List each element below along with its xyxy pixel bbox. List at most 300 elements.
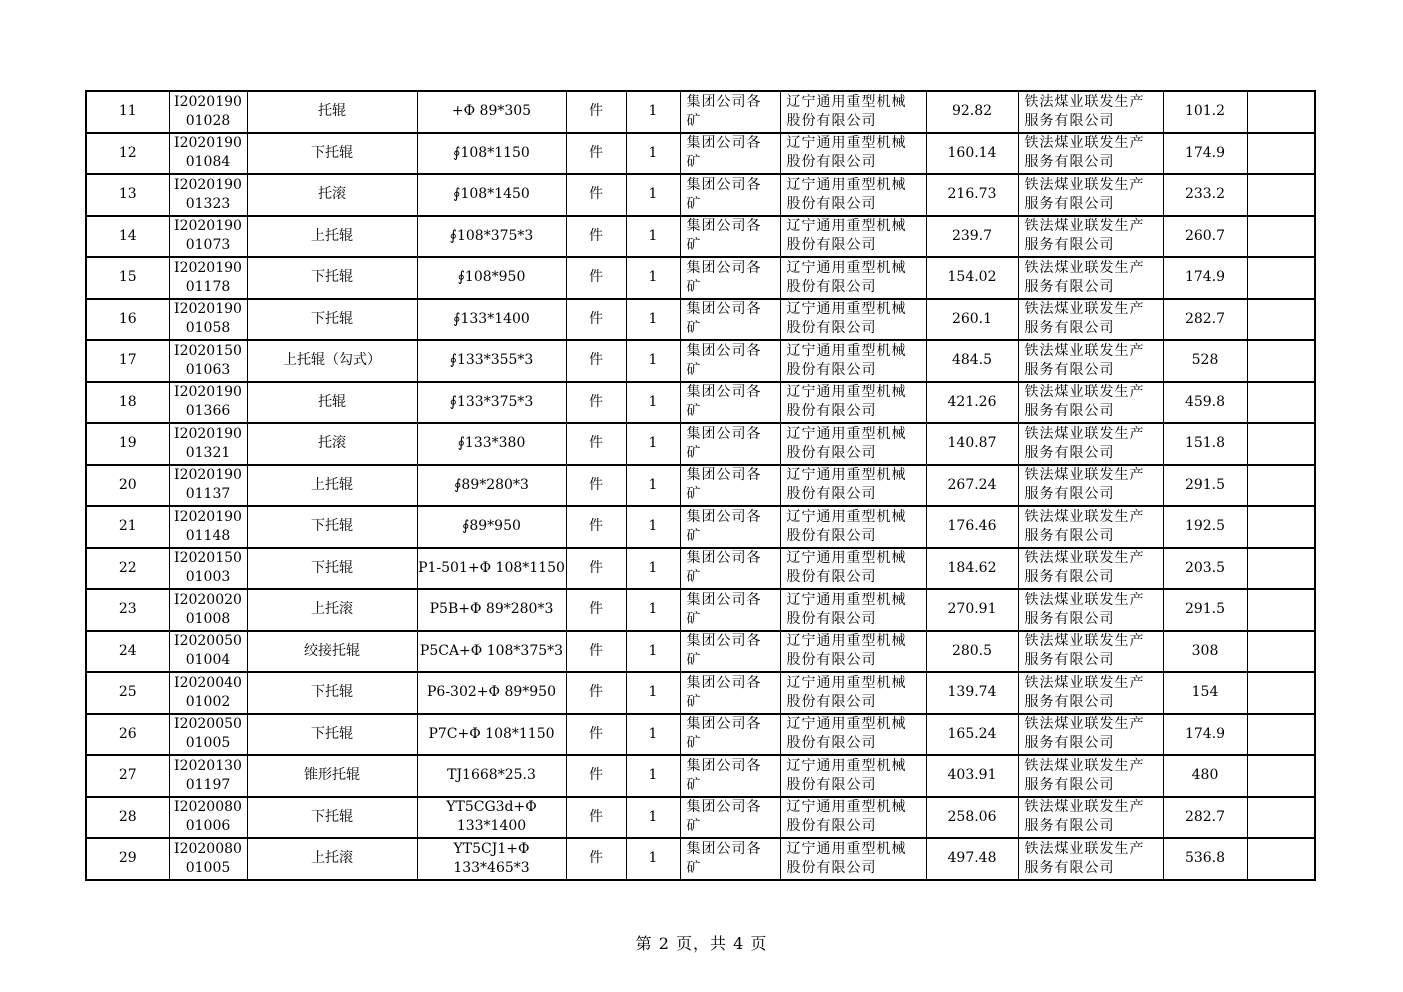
scope-line: 矿 bbox=[686, 652, 702, 669]
price-cell: 497.48 bbox=[926, 838, 1018, 880]
row-number-cell: 23 bbox=[86, 589, 169, 631]
scope-cell bbox=[680, 133, 780, 175]
material-code-line: I2020190 bbox=[174, 508, 242, 525]
material-code-cell bbox=[169, 631, 247, 673]
scope-line: 集团公司各 bbox=[686, 425, 762, 442]
supplier-line: 辽宁通用重型机械 bbox=[786, 93, 907, 110]
price-2-cell: 528 bbox=[1163, 340, 1247, 382]
producer-line: 铁法煤业联发生产 bbox=[1024, 591, 1145, 608]
material-code-line: I2020190 bbox=[174, 93, 242, 110]
table-row bbox=[86, 382, 1315, 424]
row-number-cell: 13 bbox=[86, 174, 169, 216]
supplier-line: 股份有限公司 bbox=[786, 818, 877, 835]
quantity-cell: 1 bbox=[626, 714, 680, 756]
material-name-cell: 上托辊（勾式） bbox=[247, 340, 417, 382]
scope-cell bbox=[680, 755, 780, 797]
note-cell bbox=[1247, 423, 1315, 465]
producer-line: 服务有限公司 bbox=[1024, 278, 1115, 295]
scope-cell bbox=[680, 838, 780, 880]
row-number-cell: 21 bbox=[86, 506, 169, 548]
supplier-line: 辽宁通用重型机械 bbox=[786, 840, 907, 857]
specification-cell bbox=[417, 216, 566, 258]
note-cell bbox=[1247, 465, 1315, 507]
specification-line: ∮89*280*3 bbox=[454, 476, 529, 493]
scope-line: 矿 bbox=[686, 569, 702, 586]
quantity-cell: 1 bbox=[626, 340, 680, 382]
supplier-cell bbox=[780, 174, 926, 216]
scope-cell bbox=[680, 797, 780, 839]
supplier-cell bbox=[780, 548, 926, 590]
note-cell bbox=[1247, 91, 1315, 133]
producer-cell bbox=[1018, 755, 1163, 797]
scope-cell bbox=[680, 714, 780, 756]
supplier-line: 辽宁通用重型机械 bbox=[786, 135, 907, 152]
producer-line: 铁法煤业联发生产 bbox=[1024, 550, 1145, 567]
unit-cell: 件 bbox=[566, 174, 626, 216]
quantity-cell: 1 bbox=[626, 423, 680, 465]
note-cell bbox=[1247, 506, 1315, 548]
price-2-cell: 291.5 bbox=[1163, 465, 1247, 507]
price-cell: 139.74 bbox=[926, 672, 1018, 714]
producer-cell bbox=[1018, 133, 1163, 175]
note-cell bbox=[1247, 838, 1315, 880]
material-code-line: I2020130 bbox=[174, 757, 242, 774]
specification-cell bbox=[417, 672, 566, 714]
price-cell: 280.5 bbox=[926, 631, 1018, 673]
producer-line: 铁法煤业联发生产 bbox=[1024, 716, 1145, 733]
table-row bbox=[86, 714, 1315, 756]
producer-line: 服务有限公司 bbox=[1024, 610, 1115, 627]
material-code-cell bbox=[169, 755, 247, 797]
scope-cell bbox=[680, 548, 780, 590]
price-2-cell: 174.9 bbox=[1163, 133, 1247, 175]
note-cell bbox=[1247, 755, 1315, 797]
specification-line: ∮108*1150 bbox=[453, 144, 530, 161]
supplier-cell bbox=[780, 714, 926, 756]
specification-cell bbox=[417, 465, 566, 507]
material-code-cell bbox=[169, 340, 247, 382]
producer-line: 服务有限公司 bbox=[1024, 361, 1115, 378]
note-cell bbox=[1247, 257, 1315, 299]
unit-cell: 件 bbox=[566, 465, 626, 507]
scope-line: 矿 bbox=[686, 693, 702, 710]
producer-line: 服务有限公司 bbox=[1024, 112, 1115, 129]
material-code-line: I2020150 bbox=[174, 342, 242, 359]
row-number-cell: 11 bbox=[86, 91, 169, 133]
material-name-cell: 下托辊 bbox=[247, 133, 417, 175]
note-cell bbox=[1247, 714, 1315, 756]
producer-line: 服务有限公司 bbox=[1024, 486, 1115, 503]
quantity-cell: 1 bbox=[626, 631, 680, 673]
price-table bbox=[85, 90, 1316, 881]
material-code-cell bbox=[169, 174, 247, 216]
unit-cell: 件 bbox=[566, 506, 626, 548]
price-cell: 184.62 bbox=[926, 548, 1018, 590]
material-code-line: 01084 bbox=[185, 154, 231, 171]
price-cell: 421.26 bbox=[926, 382, 1018, 424]
price-2-cell: 154 bbox=[1163, 672, 1247, 714]
scope-cell bbox=[680, 423, 780, 465]
scope-cell bbox=[680, 382, 780, 424]
table-row bbox=[86, 589, 1315, 631]
material-code-line: I2020080 bbox=[174, 799, 242, 816]
material-code-line: I2020190 bbox=[174, 218, 242, 235]
unit-cell: 件 bbox=[566, 755, 626, 797]
row-number-cell: 29 bbox=[86, 838, 169, 880]
material-code-line: I2020080 bbox=[174, 840, 242, 857]
producer-line: 铁法煤业联发生产 bbox=[1024, 425, 1145, 442]
scope-line: 集团公司各 bbox=[686, 259, 762, 276]
material-code-line: I2020050 bbox=[174, 716, 242, 733]
scope-line: 集团公司各 bbox=[686, 799, 762, 816]
scope-cell bbox=[680, 174, 780, 216]
unit-cell: 件 bbox=[566, 714, 626, 756]
note-cell bbox=[1247, 797, 1315, 839]
scope-line: 集团公司各 bbox=[686, 633, 762, 650]
scope-line: 矿 bbox=[686, 154, 702, 171]
page-footer: 第 2 页，共 4 页 bbox=[635, 934, 768, 953]
specification-line: TJ1668*25.3 bbox=[447, 767, 536, 784]
material-code-cell bbox=[169, 133, 247, 175]
producer-line: 铁法煤业联发生产 bbox=[1024, 633, 1145, 650]
supplier-line: 股份有限公司 bbox=[786, 361, 877, 378]
scope-line: 集团公司各 bbox=[686, 467, 762, 484]
scope-line: 集团公司各 bbox=[686, 757, 762, 774]
supplier-cell bbox=[780, 797, 926, 839]
scope-line: 集团公司各 bbox=[686, 384, 762, 401]
supplier-line: 股份有限公司 bbox=[786, 278, 877, 295]
table-row bbox=[86, 755, 1315, 797]
supplier-line: 辽宁通用重型机械 bbox=[786, 757, 907, 774]
row-number-cell: 15 bbox=[86, 257, 169, 299]
scope-line: 集团公司各 bbox=[686, 840, 762, 857]
scope-line: 集团公司各 bbox=[686, 342, 762, 359]
scope-line: 矿 bbox=[686, 859, 702, 876]
producer-line: 服务有限公司 bbox=[1024, 403, 1115, 420]
specification-cell bbox=[417, 548, 566, 590]
supplier-cell bbox=[780, 838, 926, 880]
material-code-line: 01058 bbox=[185, 320, 231, 337]
producer-cell bbox=[1018, 465, 1163, 507]
unit-cell: 件 bbox=[566, 589, 626, 631]
supplier-line: 辽宁通用重型机械 bbox=[786, 674, 907, 691]
material-code-line: 01008 bbox=[185, 610, 231, 627]
supplier-cell bbox=[780, 91, 926, 133]
price-cell: 403.91 bbox=[926, 755, 1018, 797]
supplier-line: 股份有限公司 bbox=[786, 859, 877, 876]
supplier-line: 辽宁通用重型机械 bbox=[786, 591, 907, 608]
scope-line: 矿 bbox=[686, 818, 702, 835]
producer-line: 服务有限公司 bbox=[1024, 154, 1115, 171]
price-2-cell: 480 bbox=[1163, 755, 1247, 797]
quantity-cell: 1 bbox=[626, 548, 680, 590]
material-code-cell bbox=[169, 548, 247, 590]
note-cell bbox=[1247, 548, 1315, 590]
price-2-cell: 174.9 bbox=[1163, 714, 1247, 756]
scope-line: 矿 bbox=[686, 486, 702, 503]
producer-cell bbox=[1018, 257, 1163, 299]
specification-line: +Φ 89*305 bbox=[451, 103, 532, 120]
specification-line: ∮108*950 bbox=[457, 269, 526, 286]
price-2-cell: 282.7 bbox=[1163, 299, 1247, 341]
producer-cell bbox=[1018, 506, 1163, 548]
material-code-cell bbox=[169, 672, 247, 714]
material-name-cell: 下托辊 bbox=[247, 714, 417, 756]
producer-line: 铁法煤业联发生产 bbox=[1024, 508, 1145, 525]
material-code-line: I2020050 bbox=[174, 633, 242, 650]
supplier-line: 股份有限公司 bbox=[786, 693, 877, 710]
quantity-cell: 1 bbox=[626, 838, 680, 880]
supplier-cell bbox=[780, 755, 926, 797]
scope-line: 集团公司各 bbox=[686, 674, 762, 691]
supplier-cell bbox=[780, 382, 926, 424]
producer-cell bbox=[1018, 797, 1163, 839]
price-2-cell: 291.5 bbox=[1163, 589, 1247, 631]
producer-line: 铁法煤业联发生产 bbox=[1024, 218, 1145, 235]
price-cell: 216.73 bbox=[926, 174, 1018, 216]
producer-line: 铁法煤业联发生产 bbox=[1024, 674, 1145, 691]
producer-cell bbox=[1018, 382, 1163, 424]
quantity-cell: 1 bbox=[626, 174, 680, 216]
scope-line: 集团公司各 bbox=[686, 176, 762, 193]
supplier-line: 辽宁通用重型机械 bbox=[786, 467, 907, 484]
unit-cell: 件 bbox=[566, 838, 626, 880]
specification-line: ∮133*380 bbox=[457, 435, 526, 452]
supplier-cell bbox=[780, 340, 926, 382]
supplier-line: 辽宁通用重型机械 bbox=[786, 425, 907, 442]
supplier-line: 股份有限公司 bbox=[786, 735, 877, 752]
producer-line: 铁法煤业联发生产 bbox=[1024, 799, 1145, 816]
scope-line: 矿 bbox=[686, 361, 702, 378]
material-code-cell bbox=[169, 589, 247, 631]
material-code-line: 01006 bbox=[185, 818, 231, 835]
material-code-cell bbox=[169, 299, 247, 341]
supplier-cell bbox=[780, 506, 926, 548]
price-cell: 270.91 bbox=[926, 589, 1018, 631]
row-number-cell: 20 bbox=[86, 465, 169, 507]
supplier-line: 股份有限公司 bbox=[786, 486, 877, 503]
specification-line: P1-501+Φ 108*1150 bbox=[418, 559, 565, 576]
unit-cell: 件 bbox=[566, 382, 626, 424]
scope-cell bbox=[680, 91, 780, 133]
material-code-line: 01005 bbox=[185, 735, 231, 752]
scope-cell bbox=[680, 299, 780, 341]
scope-line: 矿 bbox=[686, 444, 702, 461]
scope-line: 集团公司各 bbox=[686, 716, 762, 733]
producer-cell bbox=[1018, 299, 1163, 341]
row-number-cell: 19 bbox=[86, 423, 169, 465]
unit-cell: 件 bbox=[566, 548, 626, 590]
supplier-line: 股份有限公司 bbox=[786, 195, 877, 212]
material-code-line: 01321 bbox=[185, 444, 231, 461]
producer-line: 铁法煤业联发生产 bbox=[1024, 135, 1145, 152]
price-cell: 165.24 bbox=[926, 714, 1018, 756]
material-name-cell: 托辊 bbox=[247, 382, 417, 424]
quantity-cell: 1 bbox=[626, 589, 680, 631]
producer-cell bbox=[1018, 672, 1163, 714]
price-2-cell: 308 bbox=[1163, 631, 1247, 673]
material-code-cell bbox=[169, 506, 247, 548]
material-name-cell: 上托滚 bbox=[247, 838, 417, 880]
note-cell bbox=[1247, 340, 1315, 382]
scope-line: 集团公司各 bbox=[686, 301, 762, 318]
specification-cell bbox=[417, 838, 566, 880]
scope-cell bbox=[680, 465, 780, 507]
specification-line: 133*465*3 bbox=[453, 859, 530, 876]
specification-cell bbox=[417, 589, 566, 631]
supplier-line: 股份有限公司 bbox=[786, 776, 877, 793]
material-name-cell: 下托辊 bbox=[247, 257, 417, 299]
unit-cell: 件 bbox=[566, 340, 626, 382]
material-name-cell: 下托辊 bbox=[247, 672, 417, 714]
row-number-cell: 12 bbox=[86, 133, 169, 175]
supplier-cell bbox=[780, 133, 926, 175]
specification-line: ∮108*375*3 bbox=[449, 227, 534, 244]
scope-cell bbox=[680, 589, 780, 631]
specification-cell bbox=[417, 299, 566, 341]
material-code-line: I2020190 bbox=[174, 384, 242, 401]
row-number-cell: 26 bbox=[86, 714, 169, 756]
producer-line: 铁法煤业联发生产 bbox=[1024, 342, 1145, 359]
supplier-cell bbox=[780, 465, 926, 507]
material-code-cell bbox=[169, 91, 247, 133]
price-cell: 239.7 bbox=[926, 216, 1018, 258]
price-2-cell: 536.8 bbox=[1163, 838, 1247, 880]
material-name-cell: 下托辊 bbox=[247, 299, 417, 341]
note-cell bbox=[1247, 589, 1315, 631]
scope-line: 集团公司各 bbox=[686, 508, 762, 525]
supplier-line: 股份有限公司 bbox=[786, 403, 877, 420]
producer-line: 铁法煤业联发生产 bbox=[1024, 301, 1145, 318]
unit-cell: 件 bbox=[566, 257, 626, 299]
unit-cell: 件 bbox=[566, 631, 626, 673]
material-code-cell bbox=[169, 797, 247, 839]
specification-cell bbox=[417, 257, 566, 299]
specification-line: ∮89*950 bbox=[462, 518, 521, 535]
supplier-line: 股份有限公司 bbox=[786, 320, 877, 337]
supplier-line: 辽宁通用重型机械 bbox=[786, 259, 907, 276]
table-body bbox=[86, 91, 1315, 880]
material-code-line: I2020190 bbox=[174, 259, 242, 276]
scope-line: 矿 bbox=[686, 403, 702, 420]
scope-cell bbox=[680, 631, 780, 673]
note-cell bbox=[1247, 216, 1315, 258]
producer-line: 服务有限公司 bbox=[1024, 652, 1115, 669]
supplier-line: 辽宁通用重型机械 bbox=[786, 301, 907, 318]
note-cell bbox=[1247, 672, 1315, 714]
price-cell: 484.5 bbox=[926, 340, 1018, 382]
material-name-cell: 下托辊 bbox=[247, 797, 417, 839]
material-code-line: I2020150 bbox=[174, 550, 242, 567]
price-2-cell: 459.8 bbox=[1163, 382, 1247, 424]
specification-cell bbox=[417, 340, 566, 382]
quantity-cell: 1 bbox=[626, 299, 680, 341]
specification-cell bbox=[417, 797, 566, 839]
table-row bbox=[86, 174, 1315, 216]
quantity-cell: 1 bbox=[626, 382, 680, 424]
price-2-cell: 151.8 bbox=[1163, 423, 1247, 465]
material-code-line: I2020190 bbox=[174, 301, 242, 318]
scope-line: 集团公司各 bbox=[686, 93, 762, 110]
quantity-cell: 1 bbox=[626, 133, 680, 175]
quantity-cell: 1 bbox=[626, 506, 680, 548]
material-name-cell: 锥形托辊 bbox=[247, 755, 417, 797]
material-code-cell bbox=[169, 423, 247, 465]
table-row bbox=[86, 91, 1315, 133]
unit-cell: 件 bbox=[566, 299, 626, 341]
price-cell: 160.14 bbox=[926, 133, 1018, 175]
specification-line: ∮133*355*3 bbox=[449, 352, 534, 369]
producer-line: 服务有限公司 bbox=[1024, 859, 1115, 876]
row-number-cell: 16 bbox=[86, 299, 169, 341]
supplier-line: 辽宁通用重型机械 bbox=[786, 716, 907, 733]
row-number-cell: 18 bbox=[86, 382, 169, 424]
specification-line: P5B+Φ 89*280*3 bbox=[429, 601, 554, 618]
table-row bbox=[86, 299, 1315, 341]
specification-line: P5CA+Φ 108*375*3 bbox=[419, 642, 564, 659]
specification-cell bbox=[417, 423, 566, 465]
material-code-line: 01137 bbox=[185, 486, 231, 503]
producer-line: 铁法煤业联发生产 bbox=[1024, 176, 1145, 193]
scope-line: 矿 bbox=[686, 237, 702, 254]
price-cell: 140.87 bbox=[926, 423, 1018, 465]
price-cell: 258.06 bbox=[926, 797, 1018, 839]
scope-cell bbox=[680, 506, 780, 548]
producer-line: 服务有限公司 bbox=[1024, 818, 1115, 835]
quantity-cell: 1 bbox=[626, 672, 680, 714]
supplier-line: 股份有限公司 bbox=[786, 154, 877, 171]
specification-cell bbox=[417, 91, 566, 133]
producer-cell bbox=[1018, 838, 1163, 880]
material-code-cell bbox=[169, 257, 247, 299]
supplier-cell bbox=[780, 216, 926, 258]
material-name-cell: 下托辊 bbox=[247, 506, 417, 548]
specification-cell bbox=[417, 631, 566, 673]
price-2-cell: 203.5 bbox=[1163, 548, 1247, 590]
price-cell: 92.82 bbox=[926, 91, 1018, 133]
table-row bbox=[86, 340, 1315, 382]
scope-cell bbox=[680, 672, 780, 714]
supplier-line: 辽宁通用重型机械 bbox=[786, 799, 907, 816]
material-name-cell: 上托滚 bbox=[247, 589, 417, 631]
table-row bbox=[86, 506, 1315, 548]
material-name-cell: 绞接托辊 bbox=[247, 631, 417, 673]
producer-cell bbox=[1018, 340, 1163, 382]
unit-cell: 件 bbox=[566, 133, 626, 175]
table-row bbox=[86, 423, 1315, 465]
scope-line: 矿 bbox=[686, 735, 702, 752]
table-row bbox=[86, 548, 1315, 590]
specification-cell bbox=[417, 714, 566, 756]
scope-line: 矿 bbox=[686, 610, 702, 627]
material-code-line: I2020190 bbox=[174, 425, 242, 442]
specification-line: ∮133*1400 bbox=[453, 310, 530, 327]
specification-line: P6-302+Φ 89*950 bbox=[427, 684, 556, 701]
material-code-line: 01063 bbox=[185, 361, 231, 378]
material-name-cell: 托滚 bbox=[247, 423, 417, 465]
supplier-cell bbox=[780, 299, 926, 341]
specification-cell bbox=[417, 506, 566, 548]
material-name-cell: 下托辊 bbox=[247, 548, 417, 590]
scope-line: 矿 bbox=[686, 195, 702, 212]
table-row bbox=[86, 797, 1315, 839]
supplier-line: 辽宁通用重型机械 bbox=[786, 550, 907, 567]
supplier-line: 股份有限公司 bbox=[786, 569, 877, 586]
scope-line: 集团公司各 bbox=[686, 218, 762, 235]
scope-line: 集团公司各 bbox=[686, 591, 762, 608]
price-cell: 176.46 bbox=[926, 506, 1018, 548]
specification-cell bbox=[417, 755, 566, 797]
